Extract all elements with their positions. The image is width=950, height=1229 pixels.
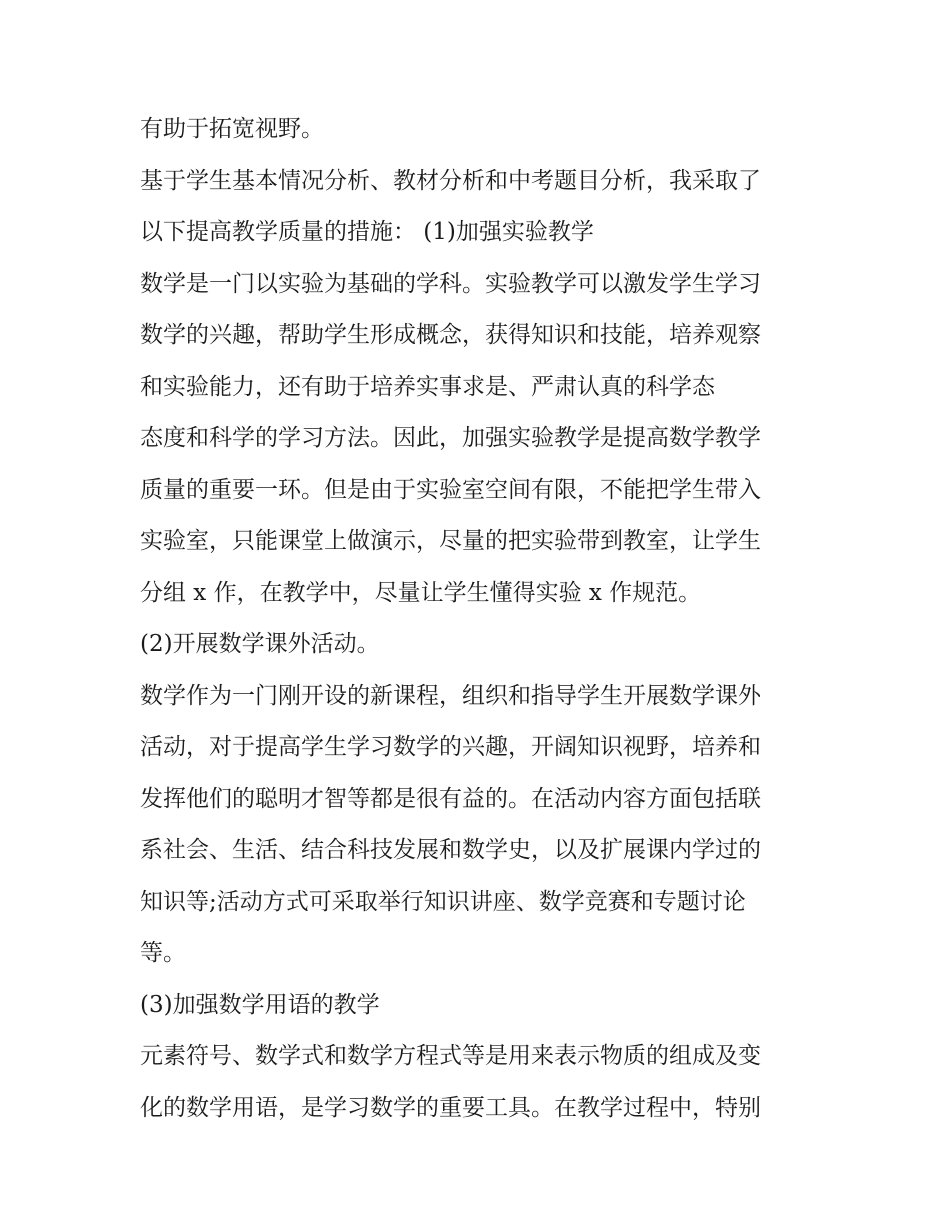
document-body [140, 104, 820, 1134]
section-heading: (2)开展数学课外活动。 [140, 631, 380, 657]
text-line: 发挥他们的聪明才智等都是很有益的。在活动内容方面包括联 [140, 785, 761, 812]
text-line: 分组 x 作，在教学中，尽量让学生懂得实验 x 作规范。 [140, 579, 702, 606]
text-line: 以下提高教学质量的措施： (1)加强实验教学 [140, 219, 594, 245]
text-line: 数学作为一门刚开设的新课程，组织和指导学生开展数学课外 [140, 682, 761, 709]
text-line: 元素符号、数学式和数学方程式等是用来表示物质的组成及变 [140, 1043, 761, 1069]
text-line: 和实验能力，还有助于培养实事求是、严肃认真的科学态 [140, 373, 715, 400]
text-line: 实验室，只能课堂上做演示，尽量的把实验带到教室，让学生 [140, 528, 761, 554]
text-line: 质量的重要一环。但是由于实验室空间有限，不能把学生带入 [140, 476, 761, 503]
text-line: 等。 [140, 940, 186, 966]
text-line: 知识等;活动方式可采取举行知识讲座、数学竞赛和专题讨论 [140, 888, 746, 915]
text-line: 基于学生基本情况分析、教材分析和中考题目分析，我采取了 [140, 167, 761, 194]
text-line: 系社会、生活、结合科技发展和数学史，以及扩展课内学过的 [140, 837, 761, 863]
text-line: 活动，对于提高学生学习数学的兴趣，开阔知识视野，培养和 [140, 734, 761, 760]
text-line: 化的数学用语，是学习数学的重要工具。在教学过程中，特别 [140, 1094, 761, 1121]
text-line: 数学是一门以实验为基础的学科。实验教学可以激发学生学习 [140, 270, 761, 297]
section-heading: (3)加强数学用语的教学 [140, 991, 380, 1018]
text-line: 数学的兴趣，帮助学生形成概念，获得知识和技能，培养观察 [140, 322, 761, 348]
text-line: 态度和科学的学习方法。因此，加强实验教学是提高数学教学 [140, 425, 761, 451]
text-line: 有助于拓宽视野。 [140, 116, 324, 142]
